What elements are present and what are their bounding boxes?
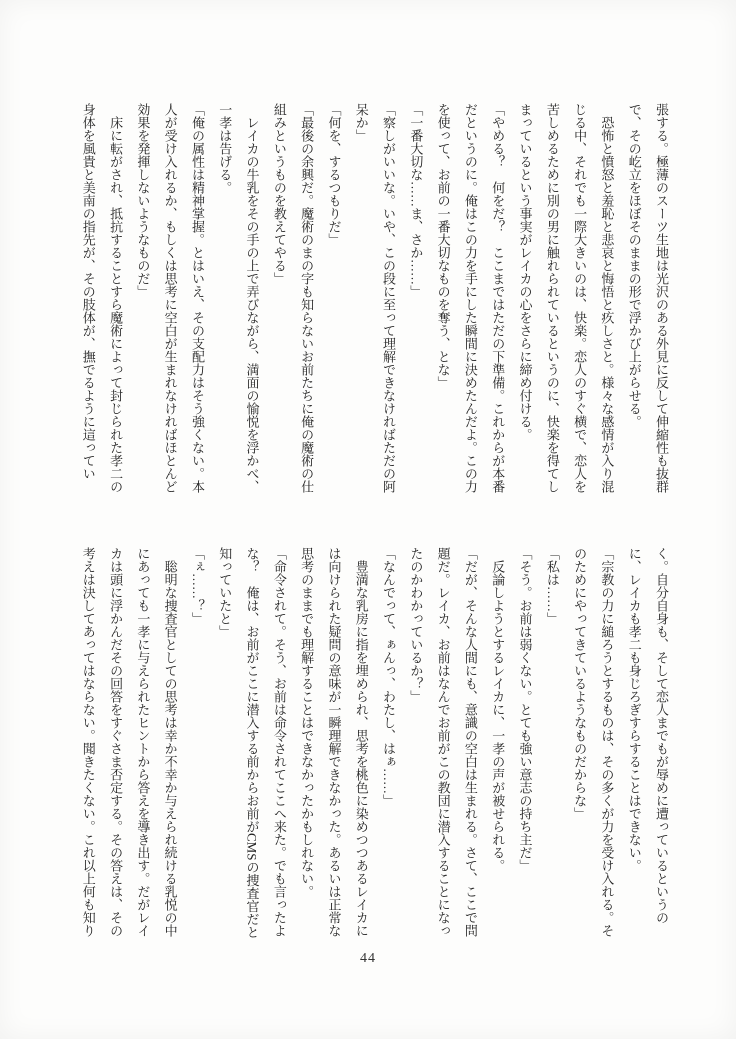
text-line: 「ぇ……？」 — [189, 547, 205, 625]
text-line: 身体を風貴と美南の指先が、その肢体が、撫でるように這ってい — [80, 103, 96, 480]
text-line: カは頭に浮かんだその回答をすぐさま否定する。その答えは、その — [108, 547, 124, 937]
text-line: 題だ。レイカ、お前はなんでお前がこの教団に潜入することになっ — [435, 547, 451, 937]
text-line: を使って、お前の一番大切なものを奪う、とな」 — [435, 103, 451, 389]
text-line: 聡明な捜査官としての思考は幸か不幸か与えられ続ける乳悦の中 — [162, 547, 178, 937]
text-line: 「宗教の力に縋ろうとするものは、その多くが力を受け入れる。そ — [599, 547, 615, 937]
text-line: 人が受け入れるか、もしくは思考に空白が生まれなければほとんど — [162, 103, 178, 493]
text-line: まっているという事実がレイカの心をさらに締め付ける。 — [517, 103, 533, 441]
text-line: 豊満な乳房に指を埋められ、思考を桃色に染めつつあるレイカに — [353, 547, 369, 937]
text-line: 張する。極薄のスーツ生地は光沢のある外見に反して伸縮性も抜群 — [654, 103, 669, 493]
text-line: な？ 俺は、お前がここに潜入する前からお前がCMSの捜査官だと — [244, 547, 260, 939]
text-line: 苦しめるために別の男に触れられているというのに、快楽を得てし — [544, 103, 560, 493]
text-line: 効果を発揮しないようなものだ」 — [135, 103, 151, 298]
text-line: だというのに。俺はこの力を手にした瞬間に決めたんだよ。この力 — [462, 103, 478, 493]
text-line: のためにやってきているようなものだからな」 — [572, 547, 588, 820]
text-line: 床に転がされ、抵抗することすら魔術によって封じられた孝二の — [108, 103, 124, 493]
text-line: 反論しようとするレイカに、一孝の声が被せられる。 — [490, 547, 506, 872]
text-line: 「最後の余興だ。魔術のまの字も知らないお前たちに俺の魔術の仕 — [299, 103, 315, 493]
text-line: にあっても一孝に与えられたヒントから答えを導き出す。だがレイ — [135, 547, 151, 937]
text-line: たのかわかっているか？」 — [408, 547, 424, 703]
page-number: 44 — [360, 951, 376, 966]
text-line: じる中、それでも一際大きいのは、快楽。恋人のすぐ横で、恋人を — [572, 103, 588, 493]
text-line: 「やめる？ 何をだ？ ここまではただの下準備。これからが本番 — [490, 103, 506, 493]
text-line: 思考のままでも理解することはできなかったかもしれない。 — [299, 547, 315, 898]
text-line: 「察しがいいな。いや、この段に至って理解できなければただの阿 — [381, 103, 397, 493]
text-line: 「私は……」 — [544, 547, 560, 625]
text-line: 一孝は告げる。 — [217, 103, 233, 194]
text-line: 恐怖と憤怒と羞恥と悲哀と悔悟と疚しさと。様々な感情が入り混 — [599, 103, 615, 493]
text-line: 「何を、するつもりだ」 — [326, 103, 342, 246]
text-line: レイカの牛乳をその手の上で弄びながら、満面の愉悦を浮かべ、 — [244, 103, 260, 493]
text-line: 「命令されて。そう、お前は命令されてここへ来た。でも言ったよ — [271, 547, 287, 937]
text-line: 考えは決してあってはならない。聞きたくない。これ以上何も知り — [80, 547, 96, 937]
text-line: 「一番大切な……ま、さか……」 — [408, 103, 424, 298]
text-line: 組みというものを教えてやる」 — [271, 103, 287, 285]
text-line: に、レイカも孝二も身じろぎすらすることはできない。 — [626, 547, 642, 872]
text-line: 「なんでって、ぁんっ、わたし、はぁ……」 — [381, 547, 397, 807]
text-line: 「俺の属性は精神掌握。とはいえ、その支配力はそう強くない。本 — [189, 103, 205, 493]
text-line: 「そう。お前は弱くない。とても強い意志の持ち主だ」 — [517, 547, 533, 872]
text-line: 呆か」 — [353, 103, 369, 142]
text-line: 「だが、そんな人間にも、意識の空白は生まれる。さて、ここで問 — [462, 547, 478, 937]
text-line: 知っていたと」 — [217, 547, 233, 638]
text-line: は向けられた疑問の意味が一瞬理解できなかった。あるいは正常な — [326, 547, 342, 937]
text-line: く。自分自身も、そして恋人までもが辱めに遭っているというの — [654, 547, 669, 924]
text-block-bottom — [74, 547, 675, 941]
text-line: で、その屹立をほぼそのままの形で浮かび上がらせる。 — [626, 103, 642, 428]
text-block-top — [74, 103, 675, 497]
